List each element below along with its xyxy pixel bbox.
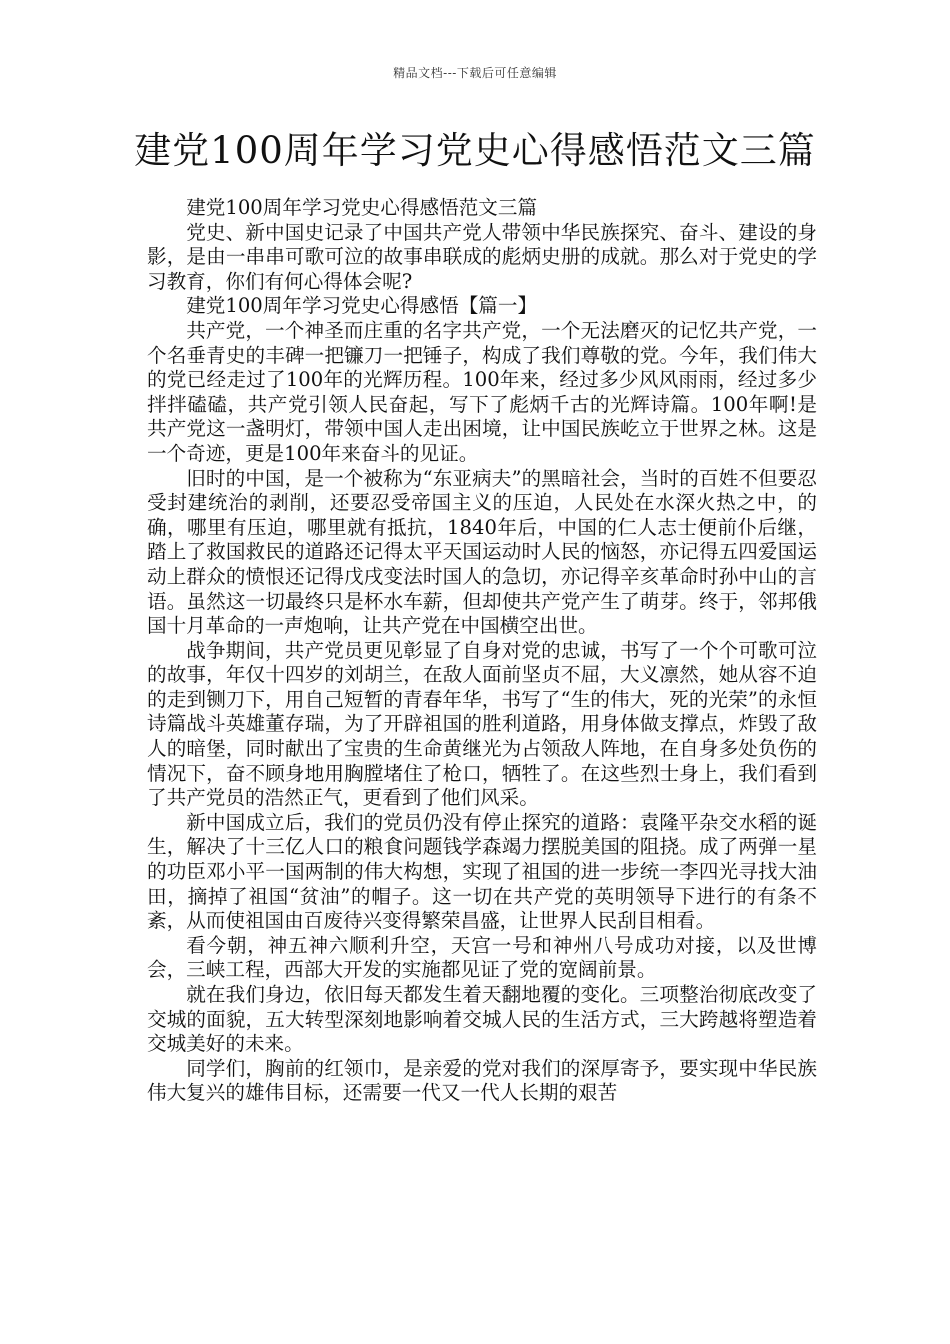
paragraph: 战争期间，共产党员更见彰显了自身对党的忠诚，书写了一个个可歌可泣的故事，年仅十四岁的刘胡兰，在敌人面前坚贞不屈，大义凛然，她从容不迫的走到铡刀下，用自己短暂的青春年华，书写了“生的伟大，死的光荣”的永恒诗篇战斗英雄董存瑞，为了开辟祖国的胜利道路，用身体做支撑点，炸毁了敌人的暗堡，同时献出了宝贵的生命黄继光为占领敌人阵地，在自身多处负伤的情况下，奋不顾身地用胸膛堵住了枪口，牺牲了。在这些烈士身上，我们看到了共产党员的浩然正气，更看到了他们风采。 (147, 638, 817, 810)
paragraph: 旧时的中国，是一个被称为“东亚病夫”的黑暗社会，当时的百姓不但要忍受封建统治的剥削，还要忍受帝国主义的压迫，人民处在水深火热之中，的确，哪里有压迫，哪里就有抵抗，1840年后，中国的仁人志士便前仆后继，踏上了救国救民的道路还记得太平天国运动时人民的恼怒，亦记得五四爱国运动上群众的愤恨还记得戊戌变法时国人的急切，亦记得辛亥革命时孙中山的言语。虽然这一切最终只是杯水车薪，但却使共产党产生了萌芽。终于，邻邦俄国十月革命的一声炮响，让共产党在中国横空出世。 (147, 466, 817, 638)
paragraph-subtitle: 建党100周年学习党史心得感悟范文三篇 (186, 196, 538, 219)
paragraph: 共产党，一个神圣而庄重的名字共产党，一个无法磨灭的记忆共产党，一个名垂青史的丰碑一把镰刀一把锤子，构成了我们尊敬的党。今年，我们伟大的党已经走过了100年的光辉历程。100年来，经过多少风风雨雨，经过多少拌拌磕磕，共产党引领人民奋起，写下了彪炳千古的光辉诗篇。100年啊!是共产党这一盏明灯，带领中国人走出困境，让中国民族屹立于世界之林。这是一个奇迹，更是100年来奋斗的见证。 (147, 318, 817, 465)
document-body (147, 196, 817, 1106)
paragraph: 就在我们身边，依旧每天都发生着天翻地覆的变化。三项整治彻底改变了交城的面貌，五大转型深刻地影响着交城人民的生活方式，三大跨越将塑造着交城美好的未来。 (147, 983, 817, 1056)
paragraph: 同学们，胸前的红领巾，是亲爱的党对我们的深厚寄予，要实现中华民族伟大复兴的雄伟目标，还需要一代又一代人长期的艰苦 (147, 1056, 817, 1105)
paragraph: 新中国成立后，我们的党员仍没有停止探究的道路：袁隆平杂交水稻的诞生，解决了十三亿人口的粮食问题钱学森竭力摆脱美国的阻挠。成了两弹一星的功臣邓小平一国两制的伟大构想，实现了祖国的进一步统一李四光寻找大油田，摘掉了祖国“贫油”的帽子。这一切在共产党的英明领导下进行的有条不紊，从而使祖国由百废待兴变得繁荣昌盛，让世界人民刮目相看。 (147, 810, 817, 933)
header-note: 精品文档---下载后可任意编辑 (393, 66, 557, 80)
paragraph-section-heading: 建党100周年学习党史心得感悟【篇一】 (186, 294, 538, 318)
paragraph: 看今朝，神五神六顺利升空，天宫一号和神州八号成功对接，以及世博会，三峡工程，西部大开发的实施都见证了党的宽阔前景。 (147, 933, 817, 982)
paragraph-intro: 党史、新中国史记录了中国共产党人带领中华民族探究、奋斗、建设的身影，是由一串串可歌可泣的故事串联成的彪炳史册的成就。那么对于党史的学习教育，你们有何心得体会呢? (147, 220, 817, 293)
document-title: 建党100周年学习党史心得感悟范文三篇 (134, 129, 816, 172)
